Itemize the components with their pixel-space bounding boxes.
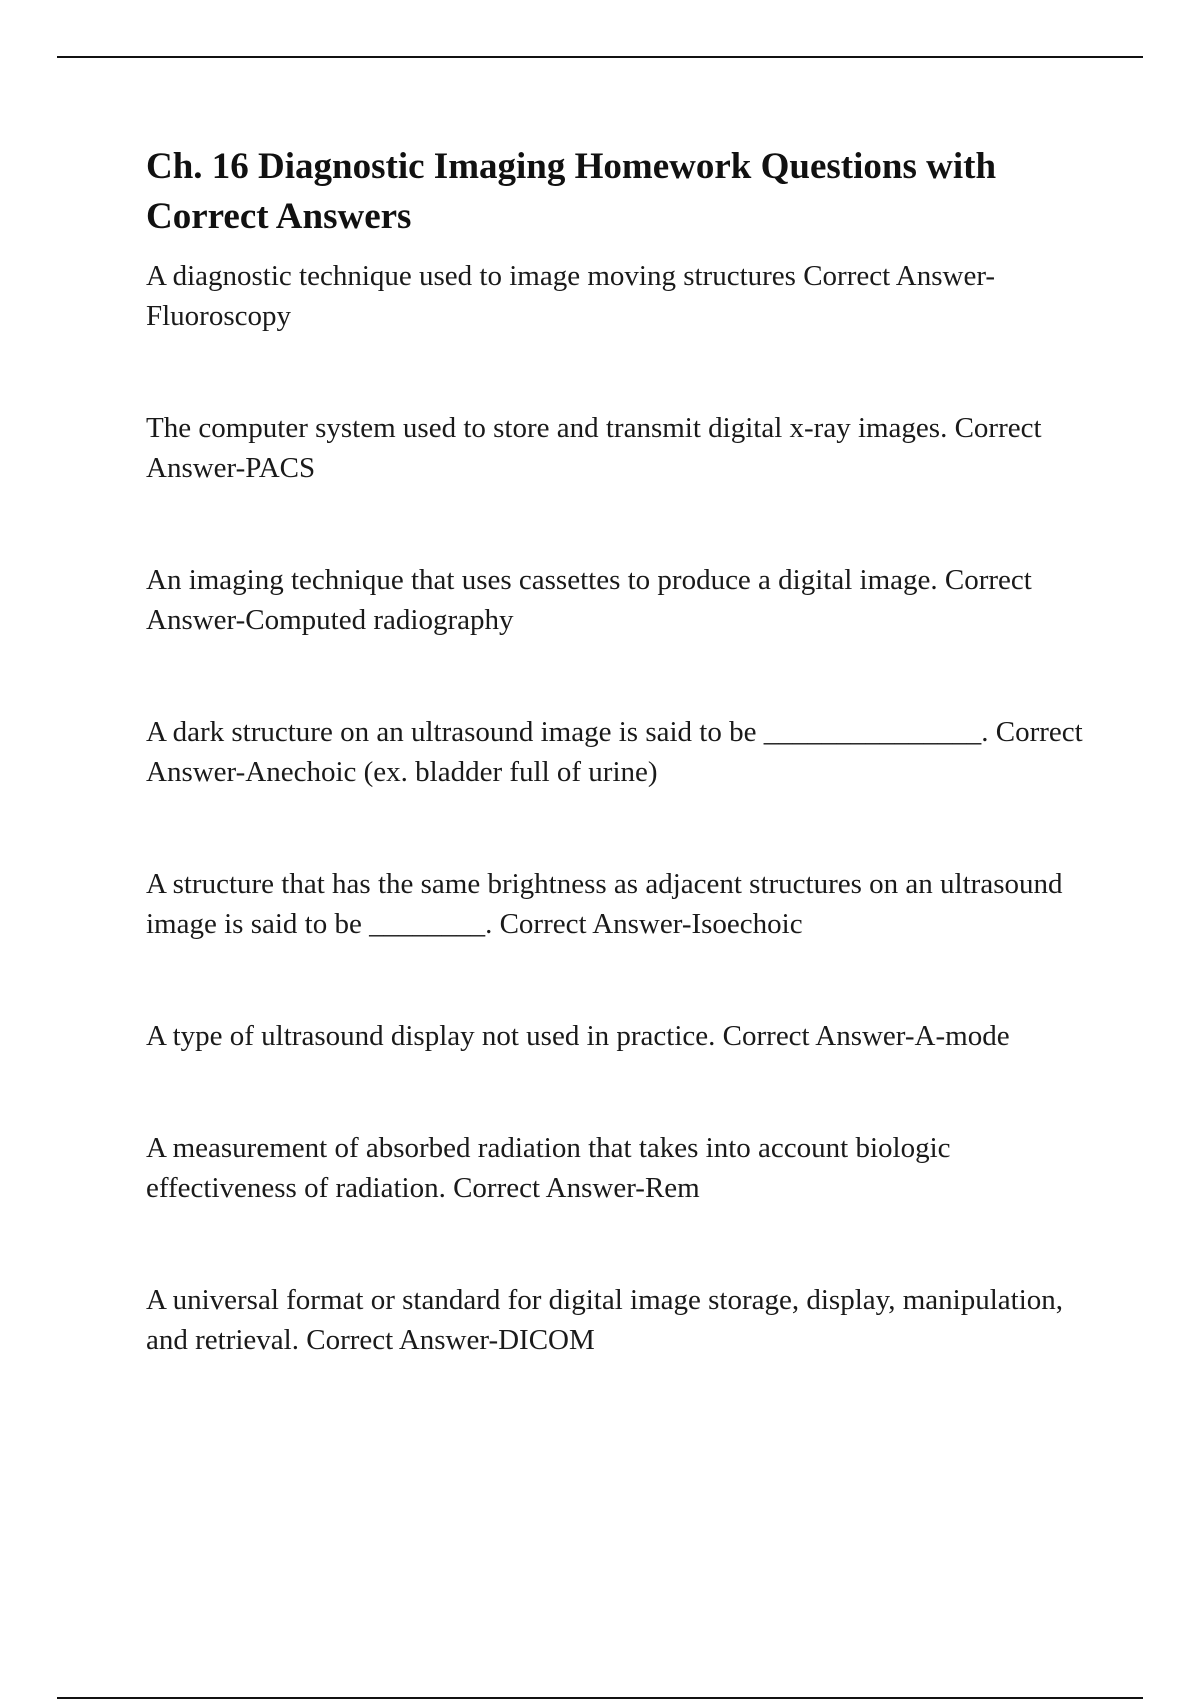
page-bottom-rule [57, 1697, 1143, 1699]
qa-list [146, 256, 1086, 1360]
qa-item: An imaging technique that uses cassettes to produce a digital image. Correct Answer-Computed radiography [146, 564, 1032, 636]
qa-item: A structure that has the same brightness as adjacent structures on an ultrasound image is said to be ________. Correct Answer-Isoechoic [146, 868, 1063, 940]
page-top-rule [57, 56, 1143, 58]
qa-item: The computer system used to store and transmit digital x-ray images. Correct Answer-PACS [146, 412, 1042, 484]
qa-item: A universal format or standard for digital image storage, display, manipulation, and retrieval. Correct Answer-DICOM [146, 1284, 1064, 1356]
document-title: Ch. 16 Diagnostic Imaging Homework Questions with Correct Answers [146, 146, 997, 237]
qa-item: A dark structure on an ultrasound image is said to be _______________. Correct Answer-Anechoic (ex. bladder full of urine) [146, 716, 1083, 788]
qa-item: A measurement of absorbed radiation that takes into account biologic effectiveness of radiation. Correct Answer-Rem [146, 1132, 951, 1204]
qa-item: A diagnostic technique used to image moving structures Correct Answer-Fluoroscopy [146, 260, 996, 332]
document-body [146, 142, 1086, 1432]
qa-item: A type of ultrasound display not used in practice. Correct Answer-A-mode [146, 1020, 1010, 1052]
